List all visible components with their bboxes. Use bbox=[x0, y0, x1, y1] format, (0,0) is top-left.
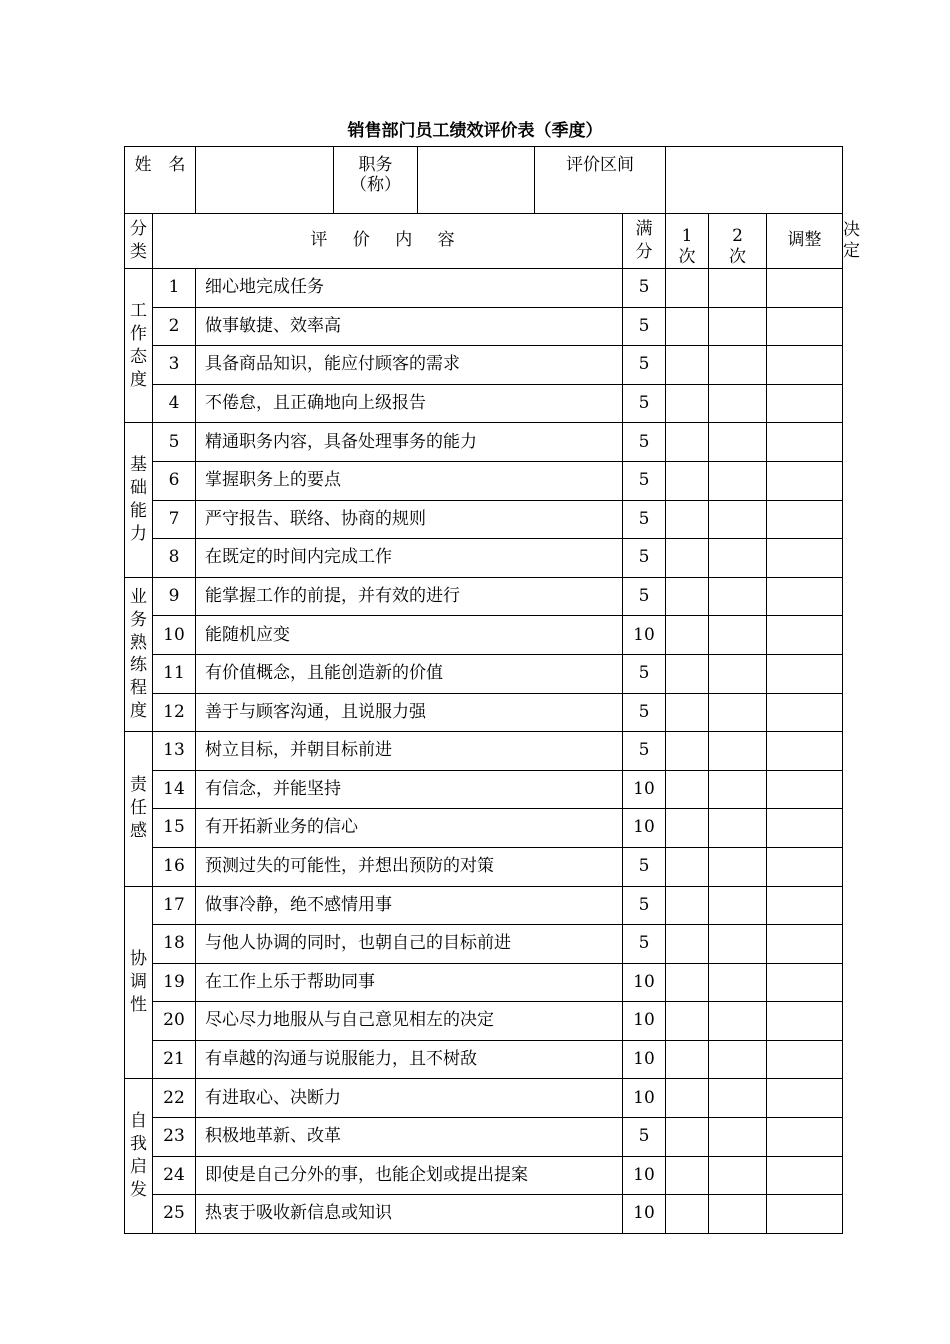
item-number: 10 bbox=[153, 616, 196, 655]
evaluation-row bbox=[125, 654, 843, 693]
full-score-cell: 10 bbox=[623, 1040, 666, 1079]
item-number: 14 bbox=[153, 770, 196, 809]
first-score-cell[interactable] bbox=[666, 693, 709, 732]
full-score-cell: 10 bbox=[623, 616, 666, 655]
category-cell: 工作态度 bbox=[125, 269, 153, 423]
item-number: 21 bbox=[153, 1040, 196, 1079]
full-score-cell: 10 bbox=[623, 770, 666, 809]
full-score-cell: 5 bbox=[623, 654, 666, 693]
evaluation-row bbox=[125, 770, 843, 809]
evaluation-row bbox=[125, 732, 843, 771]
first-score-cell[interactable] bbox=[666, 1079, 709, 1118]
item-content: 有信念，并能坚持 bbox=[196, 770, 623, 809]
second-score-cell[interactable] bbox=[709, 654, 767, 693]
item-number: 11 bbox=[153, 654, 196, 693]
item-content: 热衷于吸收新信息或知识 bbox=[196, 1195, 623, 1234]
evaluation-row bbox=[125, 1002, 843, 1041]
full-score-cell: 10 bbox=[623, 1156, 666, 1195]
second-score-cell[interactable] bbox=[709, 423, 767, 462]
first-score-cell[interactable] bbox=[666, 654, 709, 693]
full-score-cell: 5 bbox=[623, 847, 666, 886]
adjust-cell[interactable] bbox=[767, 1195, 843, 1234]
full-score-cell: 10 bbox=[623, 1195, 666, 1234]
item-content: 具备商品知识，能应付顾客的需求 bbox=[196, 346, 623, 385]
second-score-cell[interactable] bbox=[709, 1079, 767, 1118]
evaluation-row bbox=[125, 1040, 843, 1079]
item-content: 有价值概念，且能创造新的价值 bbox=[196, 654, 623, 693]
category-cell: 自我启发 bbox=[125, 1079, 153, 1233]
item-content: 预测过失的可能性，并想出预防的对策 bbox=[196, 847, 623, 886]
second-score-cell[interactable] bbox=[709, 269, 767, 308]
evaluation-row bbox=[125, 1118, 843, 1157]
full-score-cell: 5 bbox=[623, 423, 666, 462]
item-content: 有卓越的沟通与说服能力，且不树敌 bbox=[196, 1040, 623, 1079]
item-content: 尽心尽力地服从与自己意见相左的决定 bbox=[196, 1002, 623, 1041]
full-score-cell: 10 bbox=[623, 963, 666, 1002]
full-score-cell: 5 bbox=[623, 384, 666, 423]
full-score-cell: 10 bbox=[623, 1002, 666, 1041]
adjust-cell[interactable] bbox=[767, 346, 843, 385]
item-number: 8 bbox=[153, 539, 196, 578]
item-content: 严守报告、联络、协商的规则 bbox=[196, 500, 623, 539]
full-score-cell: 5 bbox=[623, 732, 666, 771]
full-score-cell: 5 bbox=[623, 577, 666, 616]
form-title: 销售部门员工绩效评价表（季度） bbox=[347, 121, 603, 141]
adjust-cell[interactable] bbox=[767, 577, 843, 616]
second-score-cell[interactable] bbox=[709, 1156, 767, 1195]
adjust-cell[interactable] bbox=[767, 1002, 843, 1041]
evaluation-row bbox=[125, 577, 843, 616]
second-score-cell[interactable] bbox=[709, 809, 767, 848]
adjust-cell[interactable] bbox=[767, 423, 843, 462]
item-content: 善于与顾客沟通，且说服力强 bbox=[196, 693, 623, 732]
category-cell: 基础能力 bbox=[125, 423, 153, 577]
item-number: 22 bbox=[153, 1079, 196, 1118]
evaluation-table bbox=[124, 146, 861, 1234]
evaluation-row bbox=[125, 423, 843, 462]
item-number: 7 bbox=[153, 500, 196, 539]
item-content: 细心地完成任务 bbox=[196, 269, 623, 308]
first-score-cell[interactable] bbox=[666, 732, 709, 771]
full-score-cell: 5 bbox=[623, 461, 666, 500]
first-score-cell[interactable] bbox=[666, 1118, 709, 1157]
content-header: 评 价 内 容 bbox=[153, 214, 623, 269]
evaluation-row bbox=[125, 384, 843, 423]
first-score-cell[interactable] bbox=[666, 616, 709, 655]
adjust-cell[interactable] bbox=[767, 1156, 843, 1195]
first-score-cell[interactable] bbox=[666, 269, 709, 308]
second-score-cell[interactable] bbox=[709, 1195, 767, 1234]
item-content: 不倦怠，且正确地向上级报告 bbox=[196, 384, 623, 423]
full-score-header: 满分 bbox=[623, 214, 666, 269]
adjust-cell[interactable] bbox=[767, 847, 843, 886]
evaluation-row bbox=[125, 461, 843, 500]
adjust-cell[interactable] bbox=[767, 963, 843, 1002]
first-score-cell[interactable] bbox=[666, 461, 709, 500]
item-content: 能掌握工作的前提，并有效的进行 bbox=[196, 577, 623, 616]
item-number: 6 bbox=[153, 461, 196, 500]
item-number: 20 bbox=[153, 1002, 196, 1041]
position-field[interactable] bbox=[418, 147, 535, 214]
item-content: 在既定的时间内完成工作 bbox=[196, 539, 623, 578]
second-score-cell[interactable] bbox=[709, 500, 767, 539]
second-score-cell[interactable] bbox=[709, 693, 767, 732]
item-content: 掌握职务上的要点 bbox=[196, 461, 623, 500]
column-header-row: 分类 评 价 内 容 满分 1 次 2 次 调整 决定 bbox=[125, 214, 843, 269]
item-number: 4 bbox=[153, 384, 196, 423]
evaluation-row bbox=[125, 963, 843, 1002]
second-score-cell[interactable] bbox=[709, 886, 767, 925]
full-score-cell: 5 bbox=[623, 693, 666, 732]
category-cell: 责任感 bbox=[125, 732, 153, 886]
adjust-cell[interactable] bbox=[767, 1040, 843, 1079]
second-score-cell[interactable] bbox=[709, 1118, 767, 1157]
adjust-cell[interactable] bbox=[767, 307, 843, 346]
full-score-cell: 5 bbox=[623, 539, 666, 578]
position-label-line1: 职务 bbox=[358, 155, 393, 175]
evaluation-row bbox=[125, 1156, 843, 1195]
evaluation-row bbox=[125, 886, 843, 925]
adjust-cell[interactable] bbox=[767, 732, 843, 771]
first-score-cell[interactable] bbox=[666, 770, 709, 809]
item-number: 16 bbox=[153, 847, 196, 886]
first-score-cell[interactable] bbox=[666, 539, 709, 578]
full-score-cell: 5 bbox=[623, 500, 666, 539]
evaluation-row bbox=[125, 616, 843, 655]
adjust-cell[interactable] bbox=[767, 539, 843, 578]
adjust-cell[interactable] bbox=[767, 269, 843, 308]
item-number: 15 bbox=[153, 809, 196, 848]
evaluation-row bbox=[125, 847, 843, 886]
evaluation-row bbox=[125, 925, 843, 964]
item-content: 在工作上乐于帮助同事 bbox=[196, 963, 623, 1002]
first-score-cell[interactable] bbox=[666, 1195, 709, 1234]
first-score-cell[interactable] bbox=[666, 577, 709, 616]
evaluation-row bbox=[125, 346, 843, 385]
category-cell: 协调性 bbox=[125, 886, 153, 1079]
first-score-cell[interactable] bbox=[666, 963, 709, 1002]
first-score-cell[interactable] bbox=[666, 886, 709, 925]
adjust-cell[interactable] bbox=[767, 809, 843, 848]
position-label-line2: （称） bbox=[350, 175, 401, 196]
second-score-cell[interactable] bbox=[709, 847, 767, 886]
evaluation-row bbox=[125, 500, 843, 539]
second-score-cell[interactable] bbox=[709, 925, 767, 964]
first-score-cell[interactable] bbox=[666, 500, 709, 539]
second-score-cell[interactable] bbox=[709, 307, 767, 346]
adjust-cell[interactable] bbox=[767, 925, 843, 964]
full-score-cell: 5 bbox=[623, 269, 666, 308]
full-score-cell: 5 bbox=[623, 1118, 666, 1157]
item-content: 树立目标，并朝目标前进 bbox=[196, 732, 623, 771]
adjust-cell[interactable] bbox=[767, 616, 843, 655]
adjust-cell[interactable] bbox=[767, 384, 843, 423]
evaluation-row bbox=[125, 693, 843, 732]
adjust-cell[interactable] bbox=[767, 693, 843, 732]
header-info-row bbox=[125, 147, 843, 214]
first-score-cell[interactable] bbox=[666, 1040, 709, 1079]
first-score-cell[interactable] bbox=[666, 925, 709, 964]
adjust-cell[interactable] bbox=[767, 500, 843, 539]
full-score-cell: 10 bbox=[623, 1079, 666, 1118]
evaluation-row bbox=[125, 307, 843, 346]
item-content: 即使是自己分外的事，也能企划或提出提案 bbox=[196, 1156, 623, 1195]
evaluation-row bbox=[125, 1079, 843, 1118]
adjust-cell[interactable] bbox=[767, 770, 843, 809]
second-score-cell[interactable] bbox=[709, 1040, 767, 1079]
evaluation-row bbox=[125, 269, 843, 308]
second-score-cell[interactable] bbox=[709, 384, 767, 423]
full-score-cell: 5 bbox=[623, 886, 666, 925]
item-number: 9 bbox=[153, 577, 196, 616]
evaluation-row bbox=[125, 539, 843, 578]
second-score-cell[interactable] bbox=[709, 346, 767, 385]
second-score-cell[interactable] bbox=[709, 732, 767, 771]
adjust-cell[interactable] bbox=[767, 654, 843, 693]
item-content: 做事冷静，绝不感情用事 bbox=[196, 886, 623, 925]
second-score-cell[interactable] bbox=[709, 577, 767, 616]
adjust-cell[interactable] bbox=[767, 461, 843, 500]
item-number: 1 bbox=[153, 269, 196, 308]
item-number: 12 bbox=[153, 693, 196, 732]
second-score-cell[interactable] bbox=[709, 461, 767, 500]
name-label: 姓 名 bbox=[125, 147, 196, 214]
item-content: 积极地革新、改革 bbox=[196, 1118, 623, 1157]
first-score-cell[interactable] bbox=[666, 1002, 709, 1041]
item-content: 能随机应变 bbox=[196, 616, 623, 655]
name-field[interactable] bbox=[196, 147, 334, 214]
item-number: 18 bbox=[153, 925, 196, 964]
item-number: 13 bbox=[153, 732, 196, 771]
item-number: 17 bbox=[153, 886, 196, 925]
full-score-cell: 5 bbox=[623, 307, 666, 346]
second-score-cell[interactable] bbox=[709, 539, 767, 578]
first-score-cell[interactable] bbox=[666, 384, 709, 423]
item-number: 3 bbox=[153, 346, 196, 385]
second-score-cell[interactable] bbox=[709, 616, 767, 655]
second-score-cell[interactable] bbox=[709, 1002, 767, 1041]
evaluation-row bbox=[125, 809, 843, 848]
first-score-cell[interactable] bbox=[666, 847, 709, 886]
item-number: 19 bbox=[153, 963, 196, 1002]
item-number: 2 bbox=[153, 307, 196, 346]
first-score-cell[interactable] bbox=[666, 809, 709, 848]
first-score-cell[interactable] bbox=[666, 307, 709, 346]
first-score-cell[interactable] bbox=[666, 1156, 709, 1195]
category-header: 分类 bbox=[125, 214, 153, 269]
item-number: 24 bbox=[153, 1156, 196, 1195]
period-field[interactable] bbox=[666, 147, 843, 214]
adjust-header: 调整 bbox=[767, 214, 843, 269]
full-score-cell: 5 bbox=[623, 925, 666, 964]
item-content: 与他人协调的同时，也朝自己的目标前进 bbox=[196, 925, 623, 964]
period-label: 评价区间 bbox=[535, 147, 666, 214]
second-score-cell[interactable] bbox=[709, 770, 767, 809]
first-score-cell[interactable] bbox=[666, 423, 709, 462]
second-round-header: 2 次 bbox=[709, 214, 767, 269]
full-score-cell: 5 bbox=[623, 346, 666, 385]
position-label bbox=[334, 147, 418, 214]
evaluation-items bbox=[125, 269, 843, 1234]
evaluation-row bbox=[125, 1195, 843, 1234]
item-number: 23 bbox=[153, 1118, 196, 1157]
second-score-cell[interactable] bbox=[709, 963, 767, 1002]
item-number: 5 bbox=[153, 423, 196, 462]
item-number: 25 bbox=[153, 1195, 196, 1234]
item-content: 有开拓新业务的信心 bbox=[196, 809, 623, 848]
full-score-cell: 10 bbox=[623, 809, 666, 848]
item-content: 精通职务内容，具备处理事务的能力 bbox=[196, 423, 623, 462]
adjust-cell[interactable] bbox=[767, 886, 843, 925]
category-cell: 业务熟练程度 bbox=[125, 577, 153, 731]
first-round-header: 1 次 bbox=[666, 214, 709, 269]
adjust-cell[interactable] bbox=[767, 1118, 843, 1157]
item-content: 做事敏捷、效率高 bbox=[196, 307, 623, 346]
item-content: 有进取心、决断力 bbox=[196, 1079, 623, 1118]
adjust-cell[interactable] bbox=[767, 1079, 843, 1118]
first-score-cell[interactable] bbox=[666, 346, 709, 385]
